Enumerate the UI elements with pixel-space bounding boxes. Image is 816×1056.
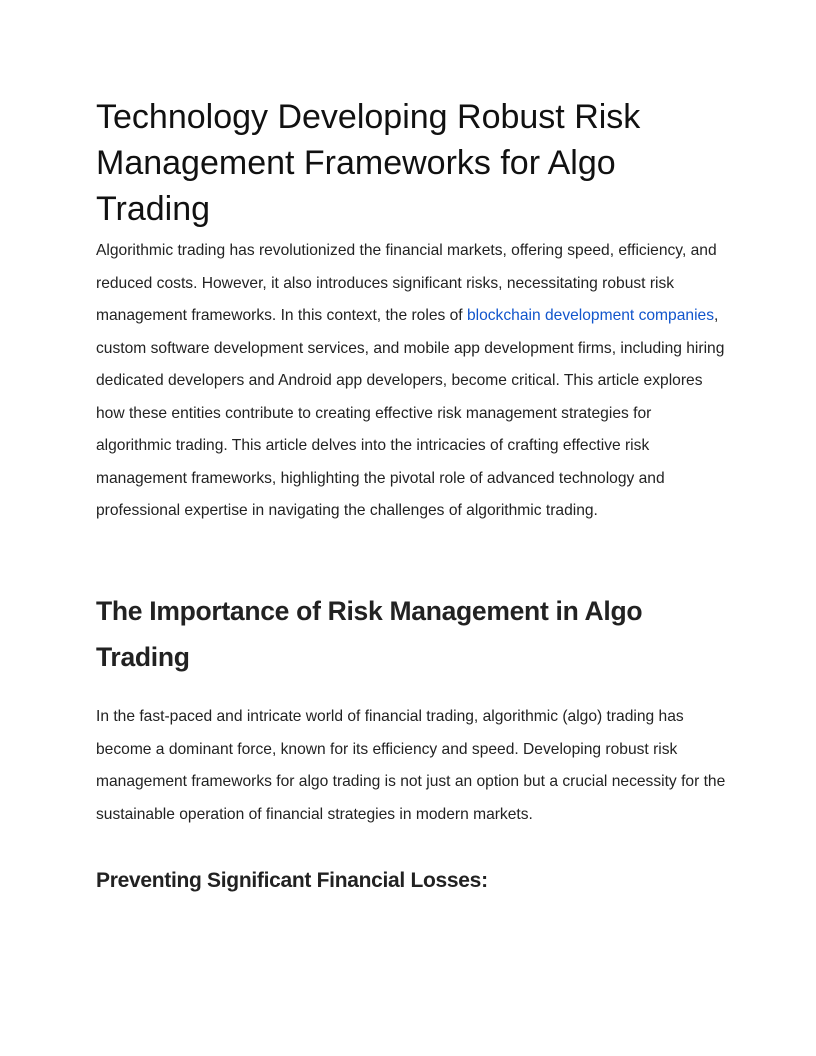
intro-text-before: Algorithmic trading has revolutionized the financial markets, offering speed, efficiency, and reduced costs. However, it also introduces significant risks, necessitating robust risk management frameworks. In this context, the roles of: [96, 242, 717, 324]
intro-text-after: , custom software development services, and mobile app development firms, including hiring dedicated developers and Android app developers, become critical. This article explores how these entities contribute to creating effective risk management strategies for algorithmic trading. This article delves into the intricacies of crafting effective risk management frameworks, highlighting the pivotal role of advanced technology and professional expertise in navigating the challenges of algorithmic trading.: [96, 307, 725, 519]
document-title: Technology Developing Robust Risk Management Frameworks for Algo Trading: [96, 98, 641, 228]
blockchain-link[interactable]: blockchain development companies: [466, 307, 715, 324]
subsection-heading: Preventing Significant Financial Losses:: [96, 869, 488, 892]
section-heading: The Importance of Risk Management in Algo Trading: [96, 596, 643, 672]
intro-paragraph: [96, 235, 726, 528]
section-paragraph: In the fast-paced and intricate world of financial trading, algorithmic (algo) trading has become a dominant force, known for its efficiency and speed. Developing robust risk management frameworks for algo trading is not just an option but a crucial necessity for the sustainable operation of financial strategies in modern markets.: [96, 708, 726, 823]
